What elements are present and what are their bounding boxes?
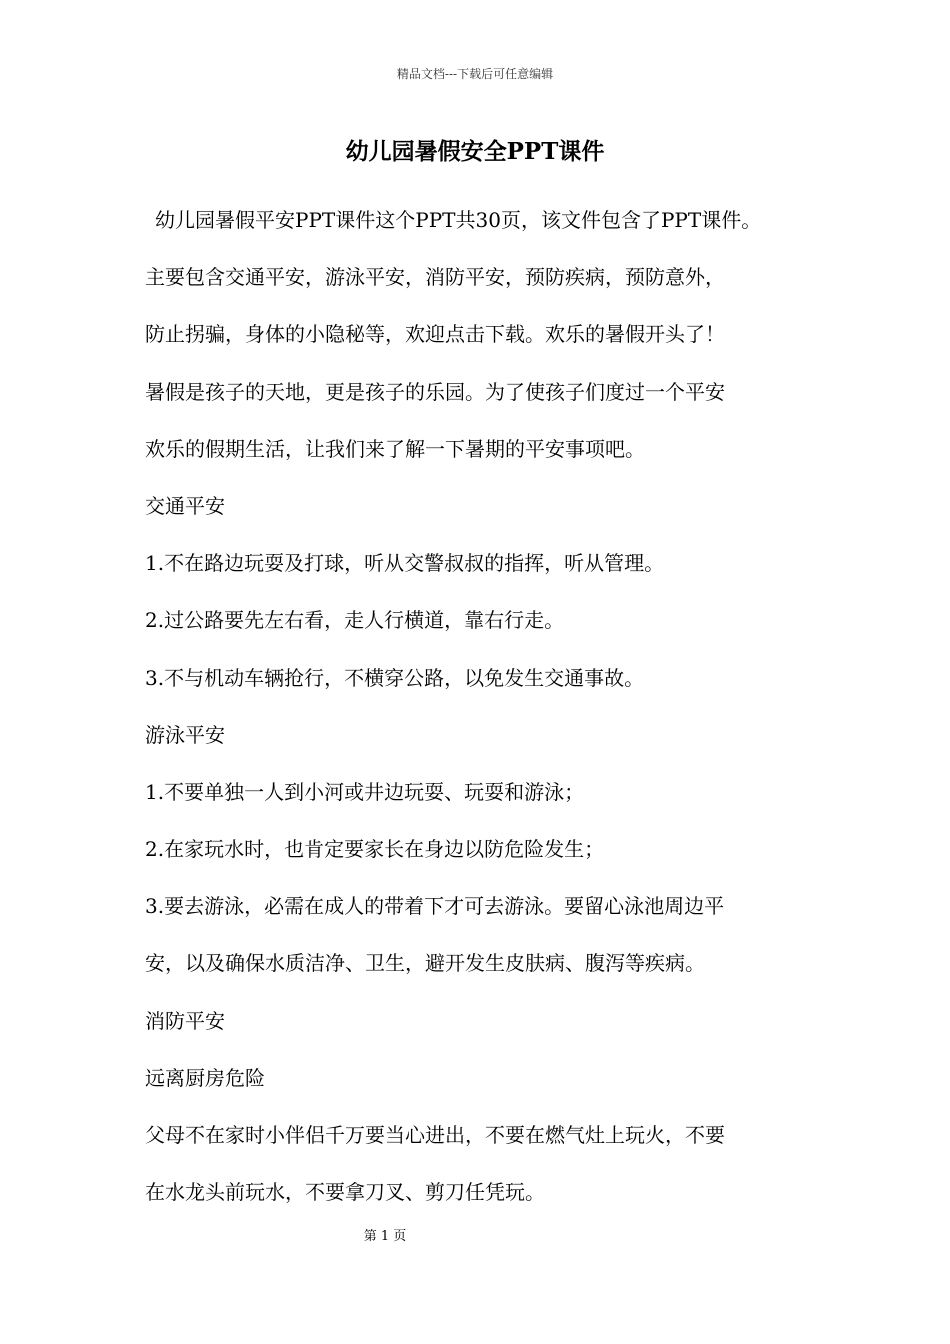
- paragraph-line: 欢乐的假期生活，让我们来了解一下暑期的平安事项吧。: [145, 436, 645, 461]
- paragraph-line: 幼儿园暑假平安PPT课件这个PPT共30页，该文件包含了PPT课件。: [155, 208, 762, 232]
- list-item: 3.要去游泳，必需在成人的带着下才可去游泳。要留心泳池周边平: [145, 894, 725, 919]
- list-item: 2.过公路要先左右看，走人行横道，靠右行走。: [145, 608, 565, 633]
- list-item: 2.在家玩水时，也肯定要家长在身边以防危险发生；: [145, 837, 605, 862]
- document-body: [145, 192, 865, 1221]
- section-heading-swimming: 游泳平安: [145, 722, 225, 747]
- paragraph-line: 父母不在家时小伴侣千万要当心进出，不要在燃气灶上玩火，不要: [145, 1123, 725, 1147]
- list-item: 1.不在路边玩耍及打球，听从交警叔叔的指挥，听从管理。: [145, 551, 665, 576]
- list-item: 3.不与机动车辆抢行，不横穿公路，以免发生交通事故。: [145, 665, 645, 690]
- header-note: 精品文档---下载后可任意编辑: [396, 67, 554, 81]
- paragraph-line: 在水龙头前玩水，不要拿刀叉、剪刀任凭玩。: [145, 1180, 545, 1205]
- document-title: 幼儿园暑假安全PPT课件: [345, 138, 605, 165]
- list-item: 1.不要单独一人到小河或井边玩耍、玩耍和游泳；: [145, 779, 585, 804]
- paragraph-line: 暑假是孩子的天地，更是孩子的乐园。为了使孩子们度过一个平安: [145, 379, 725, 404]
- page-number: 第 1 页: [363, 1229, 407, 1244]
- section-heading-traffic: 交通平安: [145, 493, 225, 518]
- paragraph-line: 主要包含交通平安，游泳平安，消防平安，预防疾病，预防意外，: [145, 265, 725, 290]
- paragraph-line: 防止拐骗，身体的小隐秘等，欢迎点击下载。欢乐的暑假开头了！: [145, 322, 725, 347]
- section-heading-fire: 消防平安: [145, 1008, 225, 1033]
- subsection-heading-kitchen: 远离厨房危险: [145, 1065, 265, 1090]
- list-item-continuation: 安，以及确保水质洁净、卫生，避开发生皮肤病、腹泻等疾病。: [145, 951, 705, 976]
